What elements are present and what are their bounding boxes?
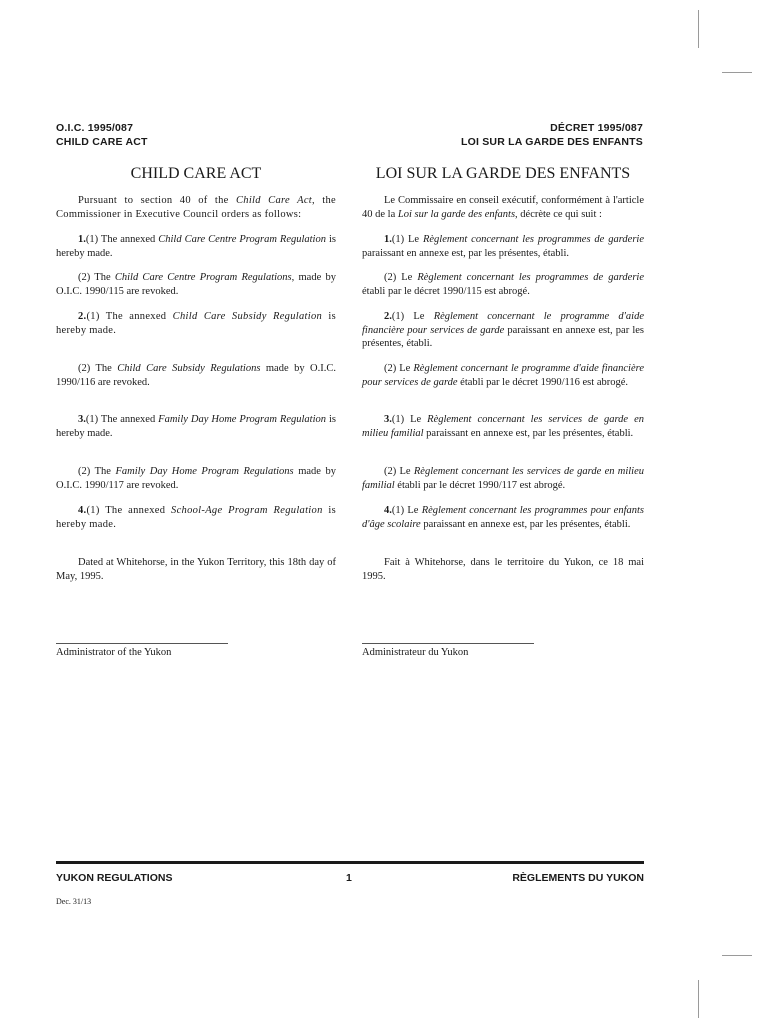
english-section-3-2: (2) The Family Day Home Program Regulations made by O.I.C. 1990/117 are revoked. — [56, 466, 336, 491]
english-title: CHILD CARE ACT — [130, 165, 262, 182]
header-left — [56, 121, 148, 149]
footer-right: RÈGLEMENTS DU YUKON — [512, 872, 644, 884]
english-section-2-1: 2.(1) The annexed Child Care Subsidy Regulation is hereby made. — [56, 311, 337, 336]
header-left-act: CHILD CARE ACT — [56, 136, 148, 148]
page-number: 1 — [346, 872, 352, 884]
english-dated: Dated at Whitehorse, in the Yukon Territory, this 18th day of May, 1995. — [56, 557, 336, 582]
header-right — [461, 121, 643, 149]
english-section-1-2: (2) The Child Care Centre Program Regulations, made by O.I.C. 1990/115 are revoked. — [56, 272, 336, 297]
french-signature-label: Administrateur du Yukon — [362, 647, 469, 658]
french-section-3-2: (2) Le Règlement concernant les services de garde en milieu familial établi par le décret 1990/117 est abrogé. — [362, 466, 644, 491]
french-dated: Fait à Whitehorse, dans le territoire du Yukon, ce 18 mai 1995. — [362, 557, 644, 582]
french-title: LOI SUR LA GARDE DES ENFANTS — [375, 165, 631, 182]
footer-left: YUKON REGULATIONS — [56, 872, 173, 884]
english-signature-line — [56, 643, 228, 644]
french-section-2-1: 2.(1) Le Règlement concernant le programme d'aide financière pour services de garde paraissant en annexe est, par les présentes, établi. — [362, 311, 644, 349]
header-right-loi: LOI SUR LA GARDE DES ENFANTS — [461, 136, 643, 148]
crop-mark-top-horizontal — [722, 72, 752, 73]
french-signature-line — [362, 643, 534, 644]
french-intro: Le Commissaire en conseil exécutif, conformément à l'article 40 de la Loi sur la garde des enfants, décrète ce qui suit : — [362, 195, 644, 220]
english-section-4-1: 4.(1) The annexed School-Age Program Regulation is hereby made. — [56, 505, 336, 530]
header-left-oic: O.I.C. 1995/087 — [56, 122, 134, 134]
english-signature-label: Administrator of the Yukon — [56, 647, 172, 658]
english-section-3-1: 3.(1) The annexed Family Day Home Program Regulation is hereby made. — [56, 414, 336, 439]
english-section-2-2: (2) The Child Care Subsidy Regulations made by O.I.C. 1990/116 are revoked. — [56, 363, 336, 388]
french-section-1-2: (2) Le Règlement concernant les programmes de garderie établi par le décret 1990/115 est abrogé. — [362, 272, 644, 297]
revision-date: Dec. 31/13 — [56, 897, 92, 906]
crop-mark-bottom-horizontal — [722, 955, 752, 956]
french-section-4-1: 4.(1) Le Règlement concernant les programmes pour enfants d'âge scolaire paraissant en annexe est, par les présentes, établi. — [362, 505, 644, 530]
english-intro: Pursuant to section 40 of the Child Care Act, the Commissioner in Executive Council orders as follows: — [56, 195, 337, 220]
footer-rule — [56, 861, 644, 864]
crop-mark-bottom-vertical — [698, 980, 699, 1018]
french-section-2-2: (2) Le Règlement concernant le programme d'aide financière pour services de garde établi par le décret 1990/116 est abrogé. — [362, 363, 644, 388]
english-section-1-1: 1.(1) The annexed Child Care Centre Program Regulation is hereby made. — [56, 234, 336, 259]
header-right-decret: DÉCRET 1995/087 — [550, 122, 643, 134]
crop-mark-top-vertical — [698, 10, 699, 48]
french-section-1-1: 1.(1) Le Règlement concernant les programmes de garderie paraissant en annexe est, par les présentes, établi. — [362, 234, 644, 259]
french-section-3-1: 3.(1) Le Règlement concernant les services de garde en milieu familial paraissant en annexe est, par les présentes, établi. — [362, 414, 644, 439]
